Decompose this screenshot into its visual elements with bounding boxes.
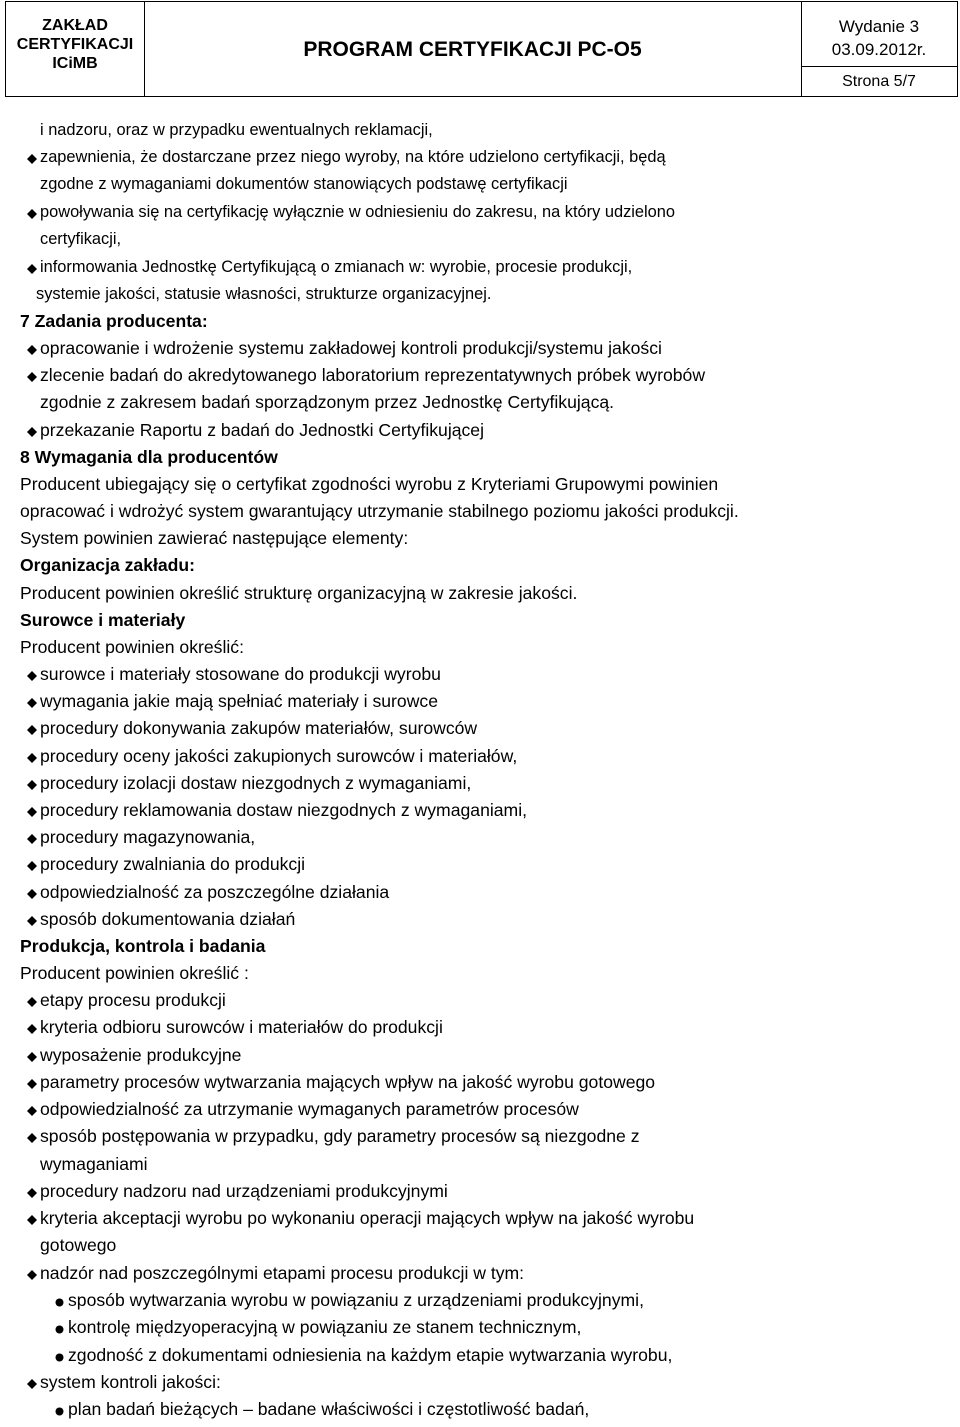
section-heading: 8 Wymagania dla producentów xyxy=(20,447,278,467)
list-item: procedury magazynowania, xyxy=(40,827,256,847)
list-item: informowania Jednostkę Certyfikującą o zmianach w: wyrobie, procesie produkcji, xyxy=(40,258,633,276)
round-bullet-icon xyxy=(55,1353,64,1362)
list-item: plan badań bieżących – badane właściwości i częstotliwość badań, xyxy=(68,1399,590,1419)
edition-number: Wydanie 3 xyxy=(838,17,920,36)
list-item: opracowanie i wdrożenie systemu zakładowej kontroli produkcji/systemu jakości xyxy=(40,338,662,358)
diamond-bullet-icon xyxy=(27,807,37,817)
organization-name xyxy=(6,16,144,73)
round-bullet-icon xyxy=(55,1325,64,1334)
diamond-bullet-icon xyxy=(27,1106,37,1116)
diamond-bullet-icon xyxy=(27,264,37,274)
paragraph-line: Producent powinien określić : xyxy=(20,963,249,983)
paragraph-line: i nadzoru, oraz w przypadku ewentualnych reklamacji, xyxy=(40,121,433,139)
list-item: przekazanie Raportu z badań do Jednostki Certyfikującej xyxy=(40,420,485,440)
diamond-bullet-icon xyxy=(27,1079,37,1089)
paragraph-line: zgodnie z zakresem badań sporządzonym przez Jednostkę Certyfikującą. xyxy=(40,392,615,412)
section-heading: Organizacja zakładu: xyxy=(20,555,196,575)
program-title: PROGRAM CERTYFIKACJI PC-O5 xyxy=(303,38,642,61)
edition-info xyxy=(801,15,957,61)
diamond-bullet-icon xyxy=(27,916,37,926)
org-line: ICiMB xyxy=(52,55,98,72)
list-item: nadzór nad poszczególnymi etapami procesu produkcji w tym: xyxy=(40,1263,525,1283)
list-item: sposób postępowania w przypadku, gdy parametry procesów są niezgodne z xyxy=(40,1126,640,1146)
list-item: etapy procesu produkcji xyxy=(40,990,226,1010)
org-line: CERTYFIKACJI xyxy=(16,36,134,53)
list-item: procedury zwalniania do produkcji xyxy=(40,854,306,874)
list-item: sposób dokumentowania działań xyxy=(40,909,296,929)
diamond-bullet-icon xyxy=(27,1270,37,1280)
diamond-bullet-icon xyxy=(27,671,37,681)
diamond-bullet-icon xyxy=(27,345,37,355)
edition-date: 03.09.2012r. xyxy=(831,40,927,59)
list-item: sposób wytwarzania wyrobu w powiązaniu z urządzeniami produkcyjnymi, xyxy=(68,1290,644,1310)
diamond-bullet-icon xyxy=(27,427,37,437)
diamond-bullet-icon xyxy=(27,725,37,735)
list-item: odpowiedzialność za poszczególne działania xyxy=(40,882,390,902)
list-item: parametry procesów wytwarzania mających wpływ na jakość wyrobu gotowego xyxy=(40,1072,656,1092)
paragraph-line: System powinien zawierać następujące elementy: xyxy=(20,528,409,548)
diamond-bullet-icon xyxy=(27,780,37,790)
diamond-bullet-icon xyxy=(27,1379,37,1389)
list-item: surowce i materiały stosowane do produkcji wyrobu xyxy=(40,664,441,684)
list-item: powoływania się na certyfikację wyłącznie w odniesieniu do zakresu, na który udzielono xyxy=(40,203,676,221)
diamond-bullet-icon xyxy=(27,154,37,164)
section-heading: 7 Zadania producenta: xyxy=(20,311,208,331)
list-item: kontrolę międzyoperacyjną w powiązaniu ze stanem technicznym, xyxy=(68,1317,582,1337)
paragraph-line: wymaganiami xyxy=(40,1154,148,1174)
paragraph-line: opracować i wdrożyć system gwarantujący utrzymanie stabilnego poziomu jakości produkcji. xyxy=(20,501,739,521)
list-item: procedury nadzoru nad urządzeniami produkcyjnymi xyxy=(40,1181,448,1201)
diamond-bullet-icon xyxy=(27,834,37,844)
paragraph-line: Producent powinien określić: xyxy=(20,637,244,657)
document-header xyxy=(5,1,958,97)
paragraph-line: gotowego xyxy=(40,1235,117,1255)
paragraph-line: Producent powinien określić strukturę organizacyjną w zakresie jakości. xyxy=(20,583,578,603)
list-item: procedury dokonywania zakupów materiałów, surowców xyxy=(40,718,478,738)
paragraph-line: Producent ubiegający się o certyfikat zgodności wyrobu z Kryteriami Grupowymi powinien xyxy=(20,474,719,494)
paragraph-line: zgodne z wymaganiami dokumentów stanowiących podstawę certyfikacji xyxy=(40,175,568,193)
paragraph-line: certyfikacji, xyxy=(40,230,122,248)
paragraph-line: systemie jakości, statusie własności, strukturze organizacyjnej. xyxy=(36,285,492,303)
list-item: zapewnienia, że dostarczane przez niego wyroby, na które udzielono certyfikacji, będą xyxy=(40,148,666,166)
list-item: procedury izolacji dostaw niezgodnych z wymaganiami, xyxy=(40,773,472,793)
diamond-bullet-icon xyxy=(27,1215,37,1225)
list-item: zlecenie badań do akredytowanego laboratorium reprezentatywnych próbek wyrobów xyxy=(40,365,706,385)
diamond-bullet-icon xyxy=(27,997,37,1007)
diamond-bullet-icon xyxy=(27,1024,37,1034)
page-number: Strona 5/7 xyxy=(842,73,916,90)
org-line: ZAKŁAD xyxy=(42,17,108,34)
list-item: kryteria akceptacji wyrobu po wykonaniu operacji mających wpływ na jakość wyrobu xyxy=(40,1208,695,1228)
list-item: wyposażenie produkcyjne xyxy=(40,1045,242,1065)
list-item: procedury oceny jakości zakupionych surowców i materiałów, xyxy=(40,746,518,766)
diamond-bullet-icon xyxy=(27,698,37,708)
list-item: odpowiedzialność za utrzymanie wymaganych parametrów procesów xyxy=(40,1099,579,1119)
diamond-bullet-icon xyxy=(27,1188,37,1198)
round-bullet-icon xyxy=(55,1298,64,1307)
diamond-bullet-icon xyxy=(27,372,37,382)
diamond-bullet-icon xyxy=(27,889,37,899)
list-item: wymagania jakie mają spełniać materiały i surowce xyxy=(40,691,438,711)
list-item: zgodność z dokumentami odniesienia na każdym etapie wytwarzania wyrobu, xyxy=(68,1345,673,1365)
section-heading: Surowce i materiały xyxy=(20,610,186,630)
list-item: procedury reklamowania dostaw niezgodnych z wymaganiami, xyxy=(40,800,527,820)
diamond-bullet-icon xyxy=(27,861,37,871)
list-item: system kontroli jakości: xyxy=(40,1372,221,1392)
round-bullet-icon xyxy=(55,1407,64,1416)
diamond-bullet-icon xyxy=(27,1052,37,1062)
diamond-bullet-icon xyxy=(27,209,37,219)
diamond-bullet-icon xyxy=(27,753,37,763)
list-item: kryteria odbioru surowców i materiałów do produkcji xyxy=(40,1017,443,1037)
diamond-bullet-icon xyxy=(27,1133,37,1143)
header-divider xyxy=(801,66,957,67)
section-heading: Produkcja, kontrola i badania xyxy=(20,936,266,956)
